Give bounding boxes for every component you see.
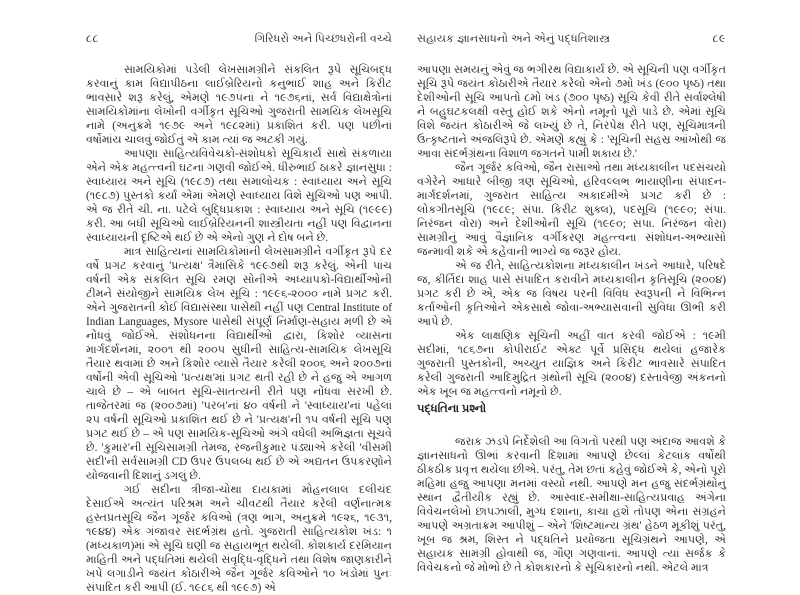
paragraph: આપણા સાહિત્યવિવેચકો-સંશોધકો સૂચિકાર્ય સાથે સંકળાયા એને એક મહત્ત્વની ઘટના ગણવી જોઈએ. ધીરુભાઈ ઠાકરે જ્ઞાનસુધા : સ્વાધ્યાય અને સૂચિ (૧૯૮૭) તથા સમાલોચક : સ્વાધ્યાય અને સૂચિ (૧૯૮૭) પુસ્તકો કર્યાં એમાં એમણે સ્વાધ્યાય વિશે સૂચિઓ પણ આપી. એ જ રીતે ચી. ના. પટેલે બુદ્ધિપ્રકાશ : સ્વાધ્યાય અને સૂચિ (૧૯૯૯) કરી. આ બધી સૂચિઓ લાઈબ્રેરિયનની શાસ્ત્રીયતા નહીં પણ વિદ્વાનના સ્વાધ્યાયની દૃષ્ટિએ થઈ છે એ એનો ગુણ ને દોષ બને છે.	[86, 148, 392, 244]
section-heading: પદ્ધતિના પ્રશ્નો	[417, 403, 487, 415]
paragraph: આપણા સમયનું એવું જ ભગીરથ વિદ્યાકાર્ય છે. એ સૂચિની પણ વર્ગીકૃત સૂચિ રૂપે જયંત કોઠારીએ તૈયાર કરેલો એનો ૭મો ખંડ (૯૦૦ પૃષ્ઠ) તથા દેશીઓની સૂચિ આપતો ૮મો ખંડ (૭૦૦ પૃષ્ઠ) સૂચિ કેવી રીતે સર્વાશ્લેષી ને બહુઘટકલક્ષી વસ્તુ હોઈ શકે એનો નમૂનો પૂરો પાડે છે. એમાં સૂચિ વિશે જયંત કોઠારીએ જે લખ્યું છે તે, નિરપેક્ષ રીતે પણ, સૂચિમાત્રની ઉત્કૃષ્ટતાને અંજલિરૂપે છે. એમણે કહ્યું કે : 'સૂચિની સહસ્ર આંખોથી જ આવા સંદર્ભગ્રંથના વિશાળ જગતને પામી શકાય છે.'	[417, 64, 726, 160]
paragraph: જરાક ઝડપે નિર્દેશેલી આ વિગતો પરથી પણ અંદાજ આવશે કે જ્ઞાનસાધનો ઊભાં કરવાની દિશામાં આપણે છેલ્લાં કેટલાંક વર્ષોથી ઠીકઠીક પ્રવૃત્ત થયેલા છીએ. પરંતુ, તેમ છતાં કહેવું જોઈએ કે, એનો પૂરો મહિમા હજુ આપણા મનમાં વસ્યો નથી. આપણે મન હજુ સંદર્ભગ્રંથોનું સ્થાન દ્વૈતીયીક રહ્યું છે. આસ્વાદ-સમીક્ષા-સાહિત્યપ્રવાહ અંગેના વિવેચનલેખો છાપઝાલી, મુગ્ધ દશાના, કાચા હશે તોપણ એના સંગ્રહને આપણે અગ્રતાક્રમ આપીશું – એને 'શિષ્ટમાન્ય ગ્રંથ' હેઠળ મૂકીશું પરંતુ, ખૂબ જ શ્રમ, શિસ્ત ને પદ્ધતિને પ્રયોજતા સૂચિગ્રંથને આપણે, એ સહાયક સામગ્રી હોવાથી જ, ગૌણ ગણવાનાં. આપણે ત્યાં સર્જક કે વિવેચકનો જે મોભો છે તે કોશકારનો કે સૂચિકારનો નથી. એટલે માત્ર	[417, 436, 726, 574]
right-running-title: સહાયક જ્ઞાનસાધનો અને એનું પદ્ધતિશાસ્ત્ર	[417, 33, 611, 45]
left-page	[86, 33, 392, 595]
paragraph: માત્ર સાહિત્યનાં સામયિકોમાંની લેખસામગ્રીને વર્ગીકૃત રૂપે દર વર્ષે પ્રગટ કરવાનું 'પ્રત્યક્ષ' ત્રૈમાસિકે ૧૯૯૭થી શરૂ કરેલું. એની પાંચ વર્ષની એક સંકલિત સૂચિ રમણ સોનીએ અધ્યાપકો-વિદ્યાર્થીઓની ટીમને સંયોજીને સામયિક લેખ સૂચિ : ૧૯૯૬-૨૦૦૦ નામે પ્રગટ કરી. એને ગુજરાતની કોઈ વિદ્યાસંસ્થા પાસેથી નહીં પણ Central Institute of Indian Languages, Mysore પાસેથી સંપૂર્ણ નિર્માણ-સહાય મળી છે એ નોંધવું જોઈએ. સંશોધનના વિદ્યાર્થીઓ દ્વારા, કિશોર વ્યાસના માર્ગદર્શનમાં, ૨૦૦૧ થી ૨૦૦૫ સુધીની સાહિત્ય-સામયિક લેખસૂચિ તૈયાર થવામાં છે અને કિશોર વ્યાસે તૈયાર કરેલી ૨૦૦૬ અને ૨૦૦૭નાં વર્ષોની એવી સૂચિઓ 'પ્રત્યક્ષ'માં પ્રગટ થતી રહી છે ને હજુ એ આગળ ચાલે છે – એ બાબત સૂચિ-સાતત્યની રીતે પણ નોંધવા સરખી છે. તાજેતરમાં જ (૨૦૦૭માં) 'પરબ'નાં ૪૦ વર્ષની ને 'સ્વાધ્યાય'નાં પહેલાં ૨૫ વર્ષની સૂચિઓ પ્રકાશિત થઈ છે ને 'પ્રત્યક્ષ'ની ૧૫ વર્ષની સૂચિ પણ પ્રગટ થઈ છે – એ પણ સામયિક-સૂચિઓ અંગે વધેલી અભિજ્ઞતા સૂચવે છે. 'કુમાર'ની સૂચિસામગ્રી તેમજ, રજનીકુમાર પંડ્યાએ કરેલી 'વીસમી સદી'ની સર્વસામગ્રી CD ઉપર ઉપલબ્ધ થઈ છે એ અદ્યતન ઉપકરણોને યોજવાની દિશાનું ડગલું છે.	[86, 246, 392, 482]
left-page-body	[86, 63, 392, 595]
right-page-number: ૮૯	[712, 33, 726, 45]
right-page	[417, 33, 726, 575]
paragraph: સામયિકોમાં પડેલી લેખસામગ્રીને સંકલિત રૂપે સૂચિબદ્ધ કરવાનું કામ વિદ્યાપીઠના લાઈબ્રેરિયનો કનુભાઈ શાહ અને કિરીટ ભાવસારે શરૂ કરેલું, એમણે ૧૯૭૫નાં ને ૧૯૭૬નાં, સર્વ વિદ્યાક્ષેત્રોનાં સામયિકોમાંના લેખોની વર્ગીકૃત સૂચિઓ ગુજરાતી સામયિક લેખસૂચિ નામે (અનુક્રમે ૧૯૭૯ અને ૧૯૮૨માં) પ્રકાશિત કરી. પણ પછીનાં વર્ષોમાંય ચાલવું જોઈતું એ કામ ત્યાં જ અટકી ગયું.	[86, 64, 392, 146]
paragraph: એક લાક્ષણિક સૂચિની અહીં વાત કરવી જોઈએ : ૧૯મી સદીમાં, ૧૮૬૭ના કોપીરાઈટ એક્ટ પૂર્વે પ્રસિદ્ધ થયેલાં હજારેક ગુજરાતી પુસ્તકોની, અચ્યુત યાજ્ઞિક અને કિરીટ ભાવસારે સંપાદિત કરેલી ગુજરાતી આદિમુદ્રિત ગ્રંથોની સૂચિ (૨૦૦૪) દસ્તાવેજી અંકનનો એક ખૂબ જ મહત્ત્વનો નમૂનો છે.	[417, 330, 726, 398]
paragraph: જૈન ગૂર્જર કવિઓ, જૈન રાસાઓ તથા મધ્યકાલીન પદસંચયો વગેરેને આધારે બીજી ત્રણ સૂચિઓ, હરિવલ્લભ ભાયાણીના સંપાદન-માર્ગદર્શનમાં, ગુજરાત સાહિત્ય અકાદમીએ પ્રગટ કરી છે : લોકગીતસૂચિ (૧૯૮૯; સંપા. કિરીટ શુક્લ), પદસૂચિ (૧૯૯૦; સંપા. નિરંજન વોરા) અને દેશીઓની સૂચિ (૧૯૯૦; સંપા. નિરંજન વોરા) સામગ્રીનું આવું વૈજ્ઞાનિક વર્ગીકરણ મહત્ત્વના સંશોધન-અભ્યાસો જન્માવી શકે એ કહેવાની ભાગ્યે જ જરૂર હોય.	[417, 162, 726, 258]
left-running-title: ગિરિધરો અને પિચ્છધરોની વચ્ચે	[254, 33, 392, 45]
left-page-header	[86, 33, 392, 46]
paragraph: ગઈ સદીના ત્રીજા-ચોથા દાયકામાં મોહનલાલ દલીચંદ દેસાઈએ અત્યંત પરિશ્રમ અને ચીવટથી તૈયાર કરેલી વર્ણનાત્મક હસ્તપ્રતસૂચિ જૈન ગૂર્જર કવિઓ (ત્રણ ભાગ, અનુક્રમે ૧૯૨૬, ૧૯૩૧, ૧૯૪૪) એક ગંજાવર સંદર્ભગ્રંથ હતો. ગુજરાતી સાહિત્યકોશ ખંડ: ૧ (મધ્યકાળ)માં એ સૂચિ ઘણી જ સહાયભૂત થયેલી. કોશકાર્ય દરમિયાન માહિતી અને પદ્ધતિમાં થયેલી સંવૃદ્ધિ-વૃદ્ધિને તથા વિશેષ જાણકારીને ખપે લગાડીને જયંત કોઠારીએ જૈન ગૂર્જર કવિઓને ૧૦ ખંડોમાં પુનઃ સંપાદિત કરી આપી (ઈ. ૧૯૮૬ થી ૧૯૯૭) એ	[86, 484, 392, 594]
paragraph: એ જ રીતે, સાહિત્યકોશના મધ્યકાલીન ખંડને આધારે, પરિષદે જ, કીર્તિદા શાહ પાસે સંપાદિત કરાવીને મધ્યકાલીન કૃતિસૂચિ (૨૦૦૪) પ્રગટ કરી છે એ, એક જ વિષય પરની વિવિધ સ્વરૂપની ને વિભિન્ન કર્તાઓની કૃતિઓને એકસાથે જોવા-અભ્યાસવાની સુવિધા ઊભી કરી આપે છે.	[417, 260, 726, 328]
right-page-body	[417, 63, 726, 575]
left-page-number: ૮૮	[86, 33, 100, 45]
right-page-header	[417, 33, 726, 46]
